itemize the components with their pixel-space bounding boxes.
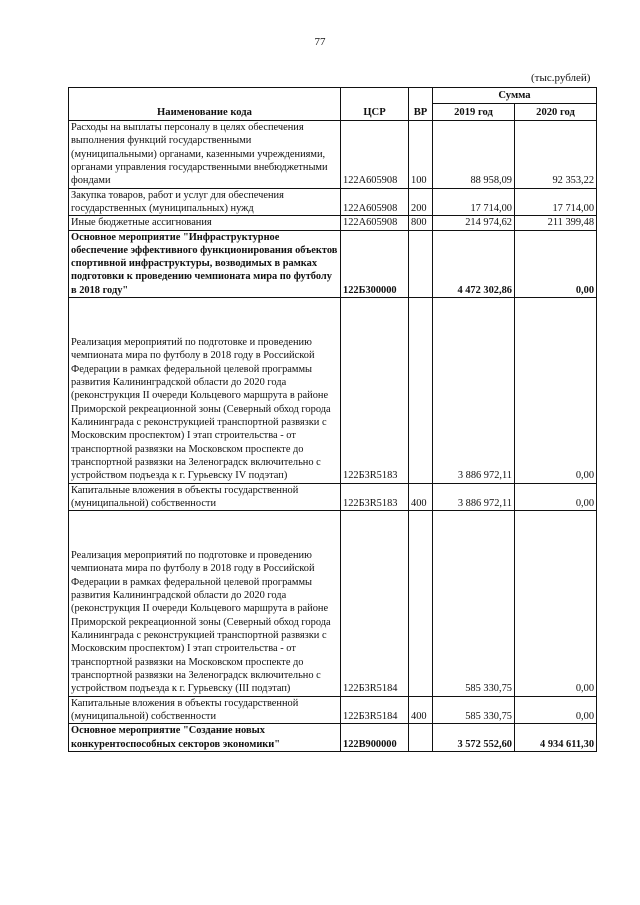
row-name: Основное мероприятие "Инфраструктурное обеспечение эффективного функционирования объектов спортивной инфраструктуры, возводимых в рамках подготовки к проведению чемпионата мира по футболу в 2018 году" xyxy=(69,230,341,298)
table-row xyxy=(69,216,597,230)
table-row xyxy=(69,188,597,216)
row-vr xyxy=(409,511,433,696)
row-2019: 3 886 972,11 xyxy=(433,483,515,511)
row-2019: 3 886 972,11 xyxy=(433,298,515,483)
header-2020: 2020 год xyxy=(515,104,597,121)
row-2020: 0,00 xyxy=(515,696,597,724)
row-2019: 585 330,75 xyxy=(433,511,515,696)
row-2019: 3 572 552,60 xyxy=(433,724,515,752)
row-csr: 122А605908 xyxy=(341,121,409,189)
table-row xyxy=(69,483,597,511)
row-name: Закупка товаров, работ и услуг для обеспечения государственных (муниципальных) нужд xyxy=(69,188,341,216)
table-row xyxy=(69,298,597,483)
table-row xyxy=(69,511,597,696)
row-csr: 122А605908 xyxy=(341,216,409,230)
row-vr: 400 xyxy=(409,696,433,724)
row-vr xyxy=(409,230,433,298)
header-sum: Сумма xyxy=(433,88,597,104)
row-2020: 17 714,00 xyxy=(515,188,597,216)
row-2020: 0,00 xyxy=(515,511,597,696)
row-name: Реализация мероприятий по подготовке и проведению чемпионата мира по футболу в 2018 году в Российской Федерации в рамках федеральной целевой программы развития Калининградской области до 2020 года (реконструкция II очереди Кольцевого маршрута в районе Приморской рекреационной зоны (Северный обход города Калининграда с реконструкцией транспортной развязки с Московским проспектом) I этап строительства - от транспортной развязки на Московском проспекте до транспортной развязки на Зеленоградск включительно с устройством подъезда к г. Гурьевску IV подэтап) xyxy=(69,298,341,483)
table-row xyxy=(69,724,597,752)
row-vr: 100 xyxy=(409,121,433,189)
table-row xyxy=(69,696,597,724)
row-2020: 0,00 xyxy=(515,230,597,298)
row-name: Расходы на выплаты персоналу в целях обеспечения выполнения функций государственными (муниципальными) органами, казенными учреждениями, органами управления государственными внебюджетными фондами xyxy=(69,121,341,189)
header-name: Наименование кода xyxy=(69,88,341,121)
row-2020: 4 934 611,30 xyxy=(515,724,597,752)
row-2020: 211 399,48 xyxy=(515,216,597,230)
row-name: Реализация мероприятий по подготовке и проведению чемпионата мира по футболу в 2018 году в Российской Федерации в рамках федеральной целевой программы развития Калининградской области до 2020 года (реконструкция II очереди Кольцевого маршрута в районе Приморской рекреационной зоны (Северный обход города Калининграда с реконструкцией транспортной развязки с Московским проспектом) I этап строительства - от транспортной развязки на Московском проспекте до транспортной развязки на Зеленоградск включительно с устройством подъезда к г. Гурьевску (III подэтап) xyxy=(69,511,341,696)
table-row xyxy=(69,230,597,298)
row-csr: 122Б3R5184 xyxy=(341,696,409,724)
row-csr: 122Б3R5183 xyxy=(341,298,409,483)
table-row xyxy=(69,121,597,189)
row-2019: 17 714,00 xyxy=(433,188,515,216)
header-csr: ЦСР xyxy=(341,88,409,121)
row-2020: 92 353,22 xyxy=(515,121,597,189)
row-vr xyxy=(409,724,433,752)
row-vr: 800 xyxy=(409,216,433,230)
row-name: Капитальные вложения в объекты государственной (муниципальной) собственности xyxy=(69,696,341,724)
row-csr: 122В900000 xyxy=(341,724,409,752)
row-2020: 0,00 xyxy=(515,483,597,511)
row-2019: 214 974,62 xyxy=(433,216,515,230)
row-vr xyxy=(409,298,433,483)
row-2019: 88 958,09 xyxy=(433,121,515,189)
row-name: Капитальные вложения в объекты государственной (муниципальной) собственности xyxy=(69,483,341,511)
row-vr: 200 xyxy=(409,188,433,216)
row-name: Основное мероприятие "Создание новых конкурентоспособных секторов экономики" xyxy=(69,724,341,752)
header-vr: ВР xyxy=(409,88,433,121)
row-csr: 122Б3R5184 xyxy=(341,511,409,696)
row-2020: 0,00 xyxy=(515,298,597,483)
units-label: (тыс.рублей) xyxy=(531,72,591,84)
row-name: Иные бюджетные ассигнования xyxy=(69,216,341,230)
header-2019: 2019 год xyxy=(433,104,515,121)
page-number: 77 xyxy=(314,36,326,48)
row-vr: 400 xyxy=(409,483,433,511)
row-csr: 122А605908 xyxy=(341,188,409,216)
row-2019: 4 472 302,86 xyxy=(433,230,515,298)
row-csr: 122Б300000 xyxy=(341,230,409,298)
row-csr: 122Б3R5183 xyxy=(341,483,409,511)
budget-table xyxy=(68,87,597,752)
row-2019: 585 330,75 xyxy=(433,696,515,724)
